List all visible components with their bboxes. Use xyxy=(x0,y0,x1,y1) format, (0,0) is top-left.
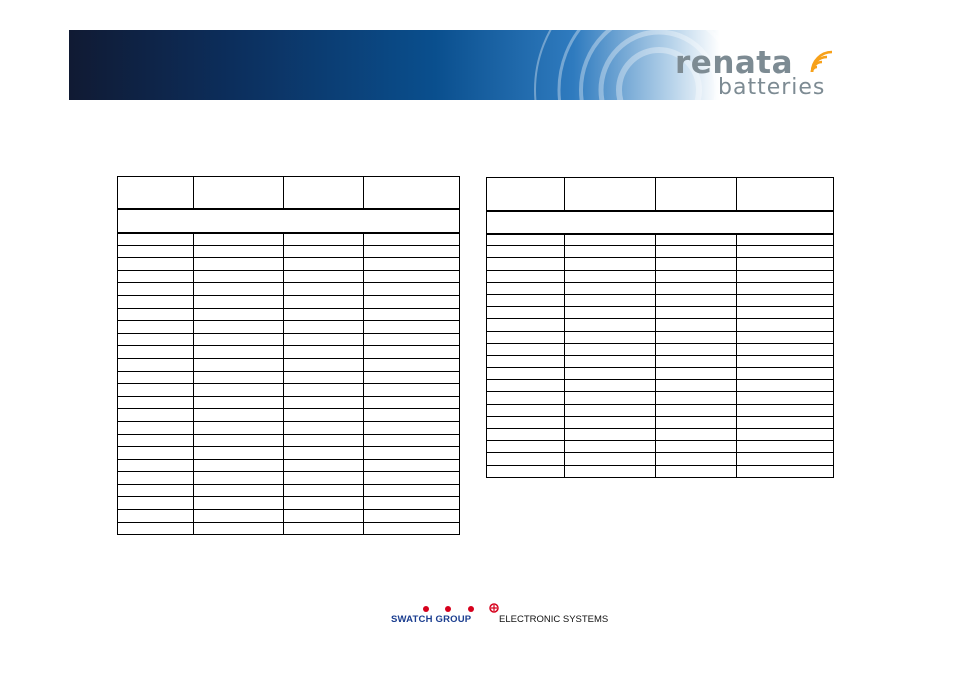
table-cell xyxy=(364,245,460,258)
table-cell xyxy=(364,358,460,371)
table-cell xyxy=(565,282,656,294)
table-cell xyxy=(656,368,737,380)
table-cell xyxy=(565,441,656,453)
table-cell xyxy=(656,429,737,441)
table-cell xyxy=(364,283,460,296)
table-cell xyxy=(737,319,834,331)
table-row xyxy=(487,429,834,441)
table-cell xyxy=(656,282,737,294)
table-cell xyxy=(284,346,364,359)
table-cell xyxy=(118,484,194,497)
table-cell xyxy=(118,233,194,246)
table-cell xyxy=(737,307,834,319)
table-cell xyxy=(364,258,460,271)
table-cell xyxy=(118,384,194,397)
table-row xyxy=(487,294,834,306)
table-cell xyxy=(364,522,460,535)
table-cell xyxy=(284,522,364,535)
table-cell xyxy=(364,295,460,308)
battery-table-right xyxy=(486,177,834,478)
table-cell xyxy=(284,270,364,283)
table-cell xyxy=(487,380,565,392)
table-cell xyxy=(194,295,284,308)
table-cell xyxy=(194,333,284,346)
table-cell xyxy=(194,459,284,472)
table-cell xyxy=(194,384,284,397)
table-cell xyxy=(656,355,737,367)
table-cell xyxy=(118,510,194,523)
table-row xyxy=(118,484,460,497)
table-row xyxy=(487,246,834,258)
table-cell xyxy=(118,472,194,485)
table-row xyxy=(118,396,460,409)
table-cell xyxy=(118,396,194,409)
table-row xyxy=(487,343,834,355)
logo-word-renata: renata xyxy=(675,45,794,81)
table-cell xyxy=(194,434,284,447)
table-cell xyxy=(656,343,737,355)
table-row xyxy=(118,346,460,359)
table-cell xyxy=(487,441,565,453)
table-row xyxy=(487,319,834,331)
table-cell xyxy=(118,434,194,447)
table-cell xyxy=(656,319,737,331)
table-row xyxy=(118,510,460,523)
swatch-group-dots-icon xyxy=(421,602,501,614)
table-cell xyxy=(737,178,834,211)
table-cell xyxy=(194,510,284,523)
table-cell xyxy=(364,409,460,422)
table-cell xyxy=(284,233,364,246)
table-row xyxy=(118,497,460,510)
table-cell xyxy=(656,392,737,404)
table-cell xyxy=(194,497,284,510)
table-cell xyxy=(284,308,364,321)
table-cell xyxy=(565,429,656,441)
table-cell xyxy=(118,258,194,271)
table-row xyxy=(118,333,460,346)
table-cell xyxy=(656,465,737,477)
table-row xyxy=(118,295,460,308)
table-cell xyxy=(118,522,194,535)
table-cell xyxy=(118,321,194,334)
table-cell xyxy=(364,421,460,434)
table-cell xyxy=(364,346,460,359)
table-cell xyxy=(487,307,565,319)
table-cell xyxy=(487,178,565,211)
table-cell xyxy=(737,282,834,294)
table-cell xyxy=(565,307,656,319)
table-cell xyxy=(284,258,364,271)
table-cell xyxy=(284,321,364,334)
table-cell xyxy=(737,234,834,246)
table-cell xyxy=(487,416,565,428)
table-cell xyxy=(565,404,656,416)
table-cell xyxy=(487,258,565,270)
table-cell xyxy=(565,343,656,355)
table-cell xyxy=(487,282,565,294)
table-cell xyxy=(565,331,656,343)
table-cell xyxy=(364,434,460,447)
table-cell xyxy=(284,177,364,209)
table-row xyxy=(118,283,460,296)
table-cell xyxy=(656,234,737,246)
table-row xyxy=(487,404,834,416)
table-cell xyxy=(565,392,656,404)
table-cell xyxy=(118,209,460,233)
table-cell xyxy=(364,308,460,321)
table-cell xyxy=(656,307,737,319)
table-row xyxy=(118,245,460,258)
table-cell xyxy=(656,331,737,343)
table-cell xyxy=(284,484,364,497)
table-cell xyxy=(565,368,656,380)
table-cell xyxy=(565,380,656,392)
table-cell xyxy=(656,294,737,306)
table-cell xyxy=(284,384,364,397)
table-row xyxy=(118,258,460,271)
table-cell xyxy=(565,465,656,477)
table-cell xyxy=(194,421,284,434)
table-cell xyxy=(737,429,834,441)
table-cell xyxy=(284,371,364,384)
table-cell xyxy=(118,333,194,346)
table-cell xyxy=(487,368,565,380)
table-cell xyxy=(118,497,194,510)
table-cell xyxy=(565,258,656,270)
table-row xyxy=(118,371,460,384)
table-cell xyxy=(118,295,194,308)
table-cell xyxy=(364,396,460,409)
table-cell xyxy=(284,447,364,460)
renata-logo xyxy=(672,46,862,100)
table-row xyxy=(118,421,460,434)
table-cell xyxy=(118,177,194,209)
table-cell xyxy=(487,429,565,441)
table-cell xyxy=(656,270,737,282)
table-cell xyxy=(565,246,656,258)
table-cell xyxy=(487,355,565,367)
table-cell xyxy=(118,358,194,371)
table-cell xyxy=(737,294,834,306)
table-cell xyxy=(118,421,194,434)
table-cell xyxy=(118,283,194,296)
table-cell xyxy=(737,368,834,380)
table-row xyxy=(487,368,834,380)
table-sub-row xyxy=(487,211,834,234)
table-cell xyxy=(565,234,656,246)
table-cell xyxy=(284,283,364,296)
table-cell xyxy=(284,333,364,346)
table-cell xyxy=(487,453,565,465)
table-cell xyxy=(364,333,460,346)
table-cell xyxy=(737,258,834,270)
table-cell xyxy=(737,380,834,392)
table-cell xyxy=(118,459,194,472)
table-cell xyxy=(364,371,460,384)
table-cell xyxy=(565,416,656,428)
table-cell xyxy=(364,510,460,523)
table-row xyxy=(118,270,460,283)
table-row xyxy=(118,522,460,535)
table-row xyxy=(118,434,460,447)
table-cell xyxy=(487,331,565,343)
table-cell xyxy=(487,465,565,477)
table-row xyxy=(118,447,460,460)
table-cell xyxy=(194,283,284,296)
table-row xyxy=(487,441,834,453)
table-cell xyxy=(364,270,460,283)
table-cell xyxy=(656,441,737,453)
table-cell xyxy=(656,258,737,270)
table-row xyxy=(118,409,460,422)
table-cell xyxy=(364,447,460,460)
table-cell xyxy=(364,459,460,472)
table-cell xyxy=(565,270,656,282)
table-cell xyxy=(487,234,565,246)
table-cell xyxy=(194,472,284,485)
table-row xyxy=(487,465,834,477)
table-row xyxy=(118,384,460,397)
table-cell xyxy=(194,447,284,460)
table-cell xyxy=(656,380,737,392)
table-cell xyxy=(118,447,194,460)
table-row xyxy=(487,416,834,428)
table-hdr-row xyxy=(118,177,460,209)
table-cell xyxy=(194,371,284,384)
table-row xyxy=(487,234,834,246)
table-sub-row xyxy=(118,209,460,233)
table-cell xyxy=(656,246,737,258)
table-cell xyxy=(737,465,834,477)
table-cell xyxy=(487,343,565,355)
table-cell xyxy=(194,233,284,246)
table-row xyxy=(118,321,460,334)
table-cell xyxy=(364,484,460,497)
table-cell xyxy=(284,245,364,258)
table-cell xyxy=(656,404,737,416)
table-cell xyxy=(364,321,460,334)
table-cell xyxy=(118,270,194,283)
logo-word-batteries: batteries xyxy=(718,75,826,100)
table-cell xyxy=(284,434,364,447)
table-cell xyxy=(118,371,194,384)
table-cell xyxy=(737,441,834,453)
table-cell xyxy=(565,453,656,465)
table-row xyxy=(487,380,834,392)
table-cell xyxy=(487,404,565,416)
wave-signal-icon xyxy=(810,50,832,76)
table-row xyxy=(118,459,460,472)
table-cell xyxy=(118,346,194,359)
table-row xyxy=(118,358,460,371)
table-cell xyxy=(284,421,364,434)
table-cell xyxy=(737,392,834,404)
table-cell xyxy=(284,295,364,308)
table-cell xyxy=(284,497,364,510)
table-row xyxy=(487,355,834,367)
table-row xyxy=(487,392,834,404)
table-cell xyxy=(737,270,834,282)
table-cell xyxy=(194,484,284,497)
table-cell xyxy=(487,246,565,258)
table-cell xyxy=(487,270,565,282)
table-row xyxy=(487,258,834,270)
table-cell xyxy=(194,321,284,334)
table-cell xyxy=(565,319,656,331)
table-cell xyxy=(364,472,460,485)
table-row xyxy=(487,453,834,465)
table-cell xyxy=(284,472,364,485)
table-cell xyxy=(118,308,194,321)
table-hdr-row xyxy=(487,178,834,211)
table-row xyxy=(118,308,460,321)
table-cell xyxy=(487,211,834,234)
table-cell xyxy=(194,396,284,409)
table-cell xyxy=(284,409,364,422)
table-cell xyxy=(194,409,284,422)
table-cell xyxy=(284,358,364,371)
table-cell xyxy=(487,392,565,404)
table-cell xyxy=(364,233,460,246)
table-cell xyxy=(737,343,834,355)
table-cell xyxy=(118,409,194,422)
table-cell xyxy=(737,246,834,258)
table-cell xyxy=(284,510,364,523)
table-cell xyxy=(284,459,364,472)
table-row xyxy=(487,331,834,343)
table-row xyxy=(487,270,834,282)
swatch-group-footer xyxy=(391,602,611,628)
table-cell xyxy=(487,319,565,331)
table-cell xyxy=(737,404,834,416)
table-cell xyxy=(656,416,737,428)
table-cell xyxy=(364,384,460,397)
table-cell xyxy=(194,358,284,371)
footer-company: SWATCH GROUP xyxy=(391,614,472,625)
table-row xyxy=(118,233,460,246)
table-cell xyxy=(737,416,834,428)
footer-division: ELECTRONIC SYSTEMS xyxy=(499,614,609,625)
table-cell xyxy=(118,245,194,258)
table-row xyxy=(487,282,834,294)
table-cell xyxy=(737,355,834,367)
table-cell xyxy=(656,178,737,211)
table-cell xyxy=(284,396,364,409)
table-cell xyxy=(565,178,656,211)
table-cell xyxy=(194,308,284,321)
table-cell xyxy=(487,294,565,306)
table-cell xyxy=(194,245,284,258)
table-row xyxy=(118,472,460,485)
table-cell xyxy=(565,355,656,367)
table-cell xyxy=(194,177,284,209)
table-cell xyxy=(656,453,737,465)
table-cell xyxy=(364,177,460,209)
table-row xyxy=(487,307,834,319)
table-cell xyxy=(194,522,284,535)
table-cell xyxy=(194,258,284,271)
table-cell xyxy=(737,331,834,343)
battery-table-left xyxy=(117,176,460,535)
table-cell xyxy=(194,346,284,359)
table-cell xyxy=(364,497,460,510)
table-cell xyxy=(565,294,656,306)
table-cell xyxy=(194,270,284,283)
table-cell xyxy=(737,453,834,465)
